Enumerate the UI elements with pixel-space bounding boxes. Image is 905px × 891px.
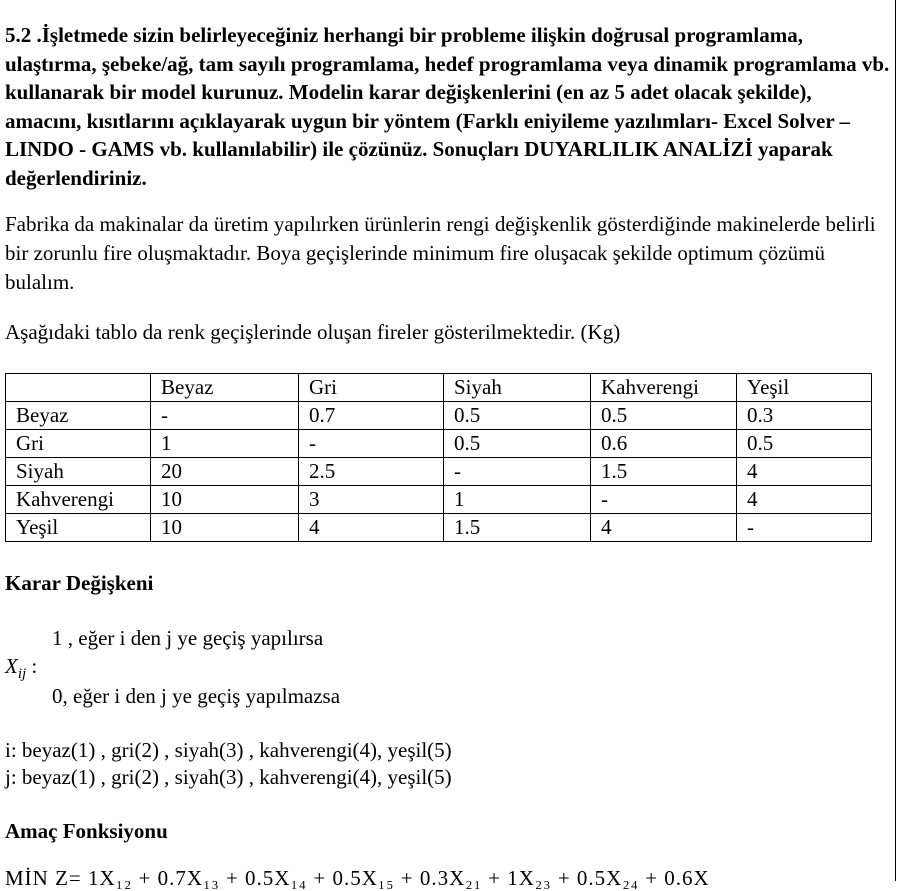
- header-cell: [6, 374, 151, 402]
- variable-colon: :: [26, 654, 38, 678]
- table-header-row: [6, 374, 872, 402]
- table-cell: 4: [737, 486, 872, 514]
- decision-case-one: 1 , eğer i den j ye geçiş yapılırsa: [52, 626, 324, 650]
- intro-paragraph: Fabrika da makinalar da üretim yapılırken ürünlerin rengi değişkenlik gösterdiğinde makinelerde belirli bir zorunlu fire oluşmaktadır. Boya geçişlerinde minimum fire oluşacak şekilde optimum çözümü bulalım.: [5, 212, 876, 294]
- objective-title: Amaç Fonksiyonu: [5, 819, 168, 843]
- table-cell: 0.7: [299, 402, 444, 430]
- row-label: Kahverengi: [6, 486, 151, 514]
- table-cell: -: [591, 486, 737, 514]
- table-cell: 0.3: [737, 402, 872, 430]
- table-cell: 1.5: [444, 514, 591, 542]
- header-cell: Kahverengi: [591, 374, 737, 402]
- row-label: Gri: [6, 430, 151, 458]
- row-label: Yeşil: [6, 514, 151, 542]
- table-cell: 0.5: [737, 430, 872, 458]
- table-row: [6, 402, 872, 430]
- table-row: [6, 458, 872, 486]
- header-cell: Beyaz: [151, 374, 299, 402]
- table-cell: 0.5: [444, 402, 591, 430]
- assignment-heading: 5.2 .İşletmede sizin belirleyeceğiniz herhangi bir probleme ilişkin doğrusal programlama, ulaştırma, şebeke/ağ, tam sayılı programlama, hedef programlama veya dinamik programlama vb. kullanarak bir model kurunuz. Modelin karar değişkenlerini (en az 5 adet olacak şekilde), amacını, kısıtlarını açıklayarak uygun bir yöntem (Farklı eniyileme yazılımları- Excel Solver – LINDO - GAMS vb. kullanılabilir) ile çözünüz. Sonuçları DUYARLILIK ANALİZİ yaparak değerlendiriniz.: [5, 23, 890, 190]
- table-cell: 4: [737, 458, 872, 486]
- table-cell: -: [151, 402, 299, 430]
- page-border-right: [895, 0, 896, 881]
- table-cell: -: [737, 514, 872, 542]
- row-label: Siyah: [6, 458, 151, 486]
- table-cell: 0.5: [444, 430, 591, 458]
- table-cell: -: [299, 430, 444, 458]
- table-cell: 0.6: [591, 430, 737, 458]
- decision-variable-title: Karar Değişkeni: [5, 571, 154, 595]
- table-cell: 4: [299, 514, 444, 542]
- table-cell: 2.5: [299, 458, 444, 486]
- table-row: [6, 514, 872, 542]
- decision-case-zero: 0, eğer i den j ye geçiş yapılmazsa: [52, 684, 341, 708]
- variable-x: X: [5, 654, 18, 678]
- table-cell: 1.5: [591, 458, 737, 486]
- table-caption: Aşağıdaki tablo da renk geçişlerinde oluşan fireler gösterilmektedir. (Kg): [5, 320, 621, 344]
- table-cell: 10: [151, 514, 299, 542]
- table-cell: 1: [444, 486, 591, 514]
- row-label: Beyaz: [6, 402, 151, 430]
- header-cell: Gri: [299, 374, 444, 402]
- header-cell: Siyah: [444, 374, 591, 402]
- table-cell: 20: [151, 458, 299, 486]
- index-j-definition: j: beyaz(1) , gri(2) , siyah(3) , kahverengi(4), yeşil(5): [5, 765, 452, 789]
- table-row: [6, 486, 872, 514]
- header-cell: Yeşil: [737, 374, 872, 402]
- index-i-definition: i: beyaz(1) , gri(2) , siyah(3) , kahverengi(4), yeşil(5): [5, 738, 452, 762]
- variable-subscript: ij: [17, 666, 27, 683]
- objective-cut-line: MİN Z= 1X₁₂ + 0.7X₁₃ + 0.5X₁₄ + 0.5X₁₅ + 0.3X₂₁ + 1X₂₃ + 0.5X₂₄ + 0.6X: [5, 866, 710, 890]
- table-cell: 3: [299, 486, 444, 514]
- waste-table: [5, 373, 872, 542]
- table-row: [6, 430, 872, 458]
- table-cell: 0.5: [591, 402, 737, 430]
- table-cell: -: [444, 458, 591, 486]
- table-cell: 4: [591, 514, 737, 542]
- table-cell: 10: [151, 486, 299, 514]
- table-cell: 1: [151, 430, 299, 458]
